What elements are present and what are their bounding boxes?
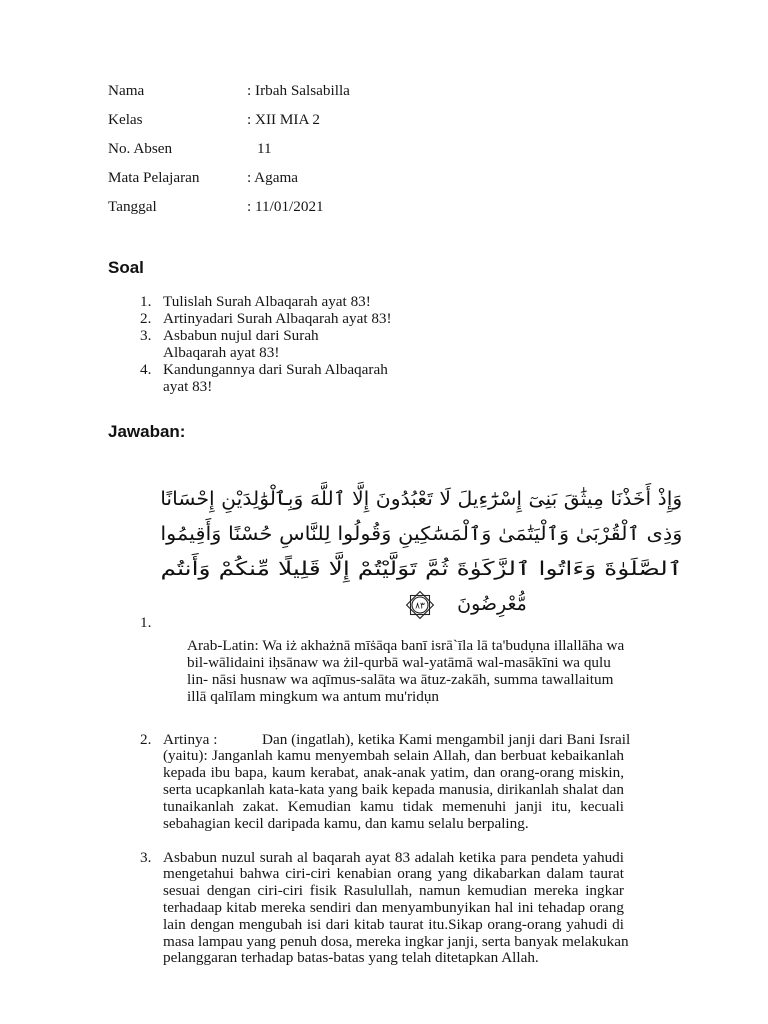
arabic-verse-image bbox=[160, 482, 682, 622]
arabic-verse-text: ٱلصَّلَوٰةَ وَءَاتُوا ٱلزَّكَوٰةَ ثُمَّ تَوَلَّيْتُمْ إِلَّا قَلِيلًا مِّنكُمْ وَأَنتُم bbox=[160, 558, 682, 580]
soal-item-text bbox=[163, 311, 392, 328]
info-value: : XII MIA 2 bbox=[247, 110, 320, 128]
answer-line: Asbabun nuzul surah al baqarah ayat 83 adalah ketika para pendeta yahudi bbox=[163, 848, 624, 866]
info-label: Nama bbox=[108, 81, 145, 99]
soal-item bbox=[140, 311, 392, 328]
answer-line: pelanggaran terhadap batas-batas yang telah ditetapkan Allah. bbox=[163, 949, 539, 967]
soal-item-line: Asbabun nujul dari Surah bbox=[163, 326, 319, 344]
soal-item-line: Kandungannya dari Surah Albaqarah bbox=[163, 360, 388, 378]
info-value: 11 bbox=[257, 139, 272, 157]
info-row-tanggal bbox=[0, 198, 768, 215]
arabic-verse-text: وَذِى ٱلْقُرْبَىٰ وَٱلْيَتَٰمَىٰ وَٱلْمَسَٰكِينِ وَقُولُوا لِلنَّاسِ حُسْنًا وَأَقِيمُوا bbox=[160, 523, 682, 545]
soal-item-number: 4. bbox=[140, 360, 152, 378]
arab-latin-line: bil-wālidaini iḥsānaw wa żil-qurbā wal-yatāmā wal-masākīni wa qulu bbox=[187, 654, 611, 671]
answer-line: lain dengan mengubah isi dari kitab taurat itu.Sikap orang-orang yahudi di bbox=[163, 915, 624, 933]
soal-item-line: Tulislah Surah Albaqarah ayat 83! bbox=[163, 293, 371, 310]
soal-item bbox=[140, 362, 392, 396]
info-row-kelas bbox=[0, 111, 768, 128]
arabic-verse-line bbox=[160, 517, 682, 552]
answer-text bbox=[163, 730, 631, 833]
jawaban-heading: Jawaban: bbox=[108, 422, 186, 441]
answer-text bbox=[163, 848, 629, 968]
soal-item-line: ayat 83! bbox=[163, 377, 213, 395]
soal-item bbox=[140, 294, 392, 311]
arabic-verse-line bbox=[160, 587, 682, 622]
answer-line: sesuai dengan ciri-ciri fisik Rasulullah, namun kemudian mereka ingkar bbox=[163, 882, 624, 900]
arab-latin-line: lin- nāsi husnaw wa aqīmus-salāta wa ātuz-zakāh, summa tawallaitum bbox=[187, 671, 614, 688]
answer-line: serta ucapkanlah kata-kata yang baik kepada manusia, dirikanlah shalat dan bbox=[163, 780, 624, 798]
arabic-verse-line bbox=[160, 482, 682, 517]
answer-label: Artinya : bbox=[163, 730, 218, 748]
arabic-verse-line bbox=[160, 552, 682, 587]
answer-line: (yaitu): Janganlah kamu menyembah selain Allah, dan berbuat kebaikanlah bbox=[163, 747, 624, 765]
info-row-mata-pelajaran bbox=[0, 169, 768, 186]
soal-item-text bbox=[163, 294, 371, 311]
ayah-number: ٨٣ bbox=[415, 601, 425, 611]
arab-latin-paragraph bbox=[187, 637, 624, 705]
soal-item-text bbox=[163, 362, 388, 396]
soal-list bbox=[140, 294, 392, 395]
info-row-no-absen bbox=[0, 140, 768, 157]
info-label: Mata Pelajaran bbox=[108, 168, 200, 186]
soal-heading: Soal bbox=[108, 258, 144, 277]
arab-latin-line: Arab-Latin: Wa iż akhażnā mīṡāqa banī isrā`īla lā ta'budụna illallāha wa bbox=[187, 637, 625, 654]
answer-line: kepada ibu bapa, kaum kerabat, anak-anak yatim, dan orang-orang miskin, bbox=[163, 764, 624, 782]
soal-item-line: Albaqarah ayat 83! bbox=[163, 343, 280, 361]
info-label: Kelas bbox=[108, 110, 143, 128]
info-value: : 11/01/2021 bbox=[247, 197, 324, 215]
ayah-number-marker-icon bbox=[403, 590, 437, 620]
soal-item-line: Artinyadari Surah Albaqarah ayat 83! bbox=[163, 309, 392, 327]
answer-item-artinya bbox=[140, 730, 631, 833]
soal-item-number: 2. bbox=[140, 309, 152, 327]
soal-item bbox=[140, 328, 392, 362]
answer-line: masa lampau yang penuh dosa, mereka ingkar janji, serta banyak melakukan bbox=[163, 932, 629, 950]
arabic-verse-text: وَإِذْ أَخَذْنَا مِيثَٰقَ بَنِىٓ إِسْرَٰٓءِيلَ لَا تَعْبُدُونَ إِلَّا ٱللَّهَ وَبِٱلْوَٰلِدَيْنِ إِحْسَانًا bbox=[160, 488, 682, 510]
soal-item-number: 1. bbox=[140, 293, 152, 310]
answer-number: 3. bbox=[140, 848, 152, 866]
answer-line: Dan (ingatlah), ketika Kami mengambil janji dari Bani Israil bbox=[262, 730, 631, 748]
answer-number: 2. bbox=[140, 730, 152, 748]
info-value: : Agama bbox=[247, 168, 299, 186]
answer-line: mengetahui bahwa ciri-ciri kenabian orang yang dikabarkan dalam taurat bbox=[163, 865, 624, 883]
arabic-verse-text: مُّعْرِضُونَ bbox=[457, 593, 527, 615]
arab-latin-line: illā qalīlam mingkum wa antum mu'ridụn bbox=[187, 688, 440, 705]
answer-line: sebahagian kecil daripada kamu, dan kamu selalu berpaling. bbox=[163, 814, 529, 832]
answer-number: 1. bbox=[140, 614, 152, 631]
answer-line: terhadaap kitab mereka sendiri dan menyambunyikan hal ini tehadap orang bbox=[163, 898, 624, 916]
answer-first-line bbox=[163, 730, 631, 749]
answer-item-asbabun-nuzul bbox=[140, 848, 629, 968]
info-row-nama bbox=[0, 82, 768, 99]
info-value: : Irbah Salsabilla bbox=[247, 81, 350, 99]
soal-item-number: 3. bbox=[140, 326, 152, 344]
info-label: No. Absen bbox=[108, 139, 173, 157]
soal-item-text bbox=[163, 328, 319, 362]
answer-line: tunaikanlah zakat. Kemudian kamu tidak memenuhi janji itu, kecuali bbox=[163, 797, 624, 815]
info-label: Tanggal bbox=[108, 197, 157, 215]
